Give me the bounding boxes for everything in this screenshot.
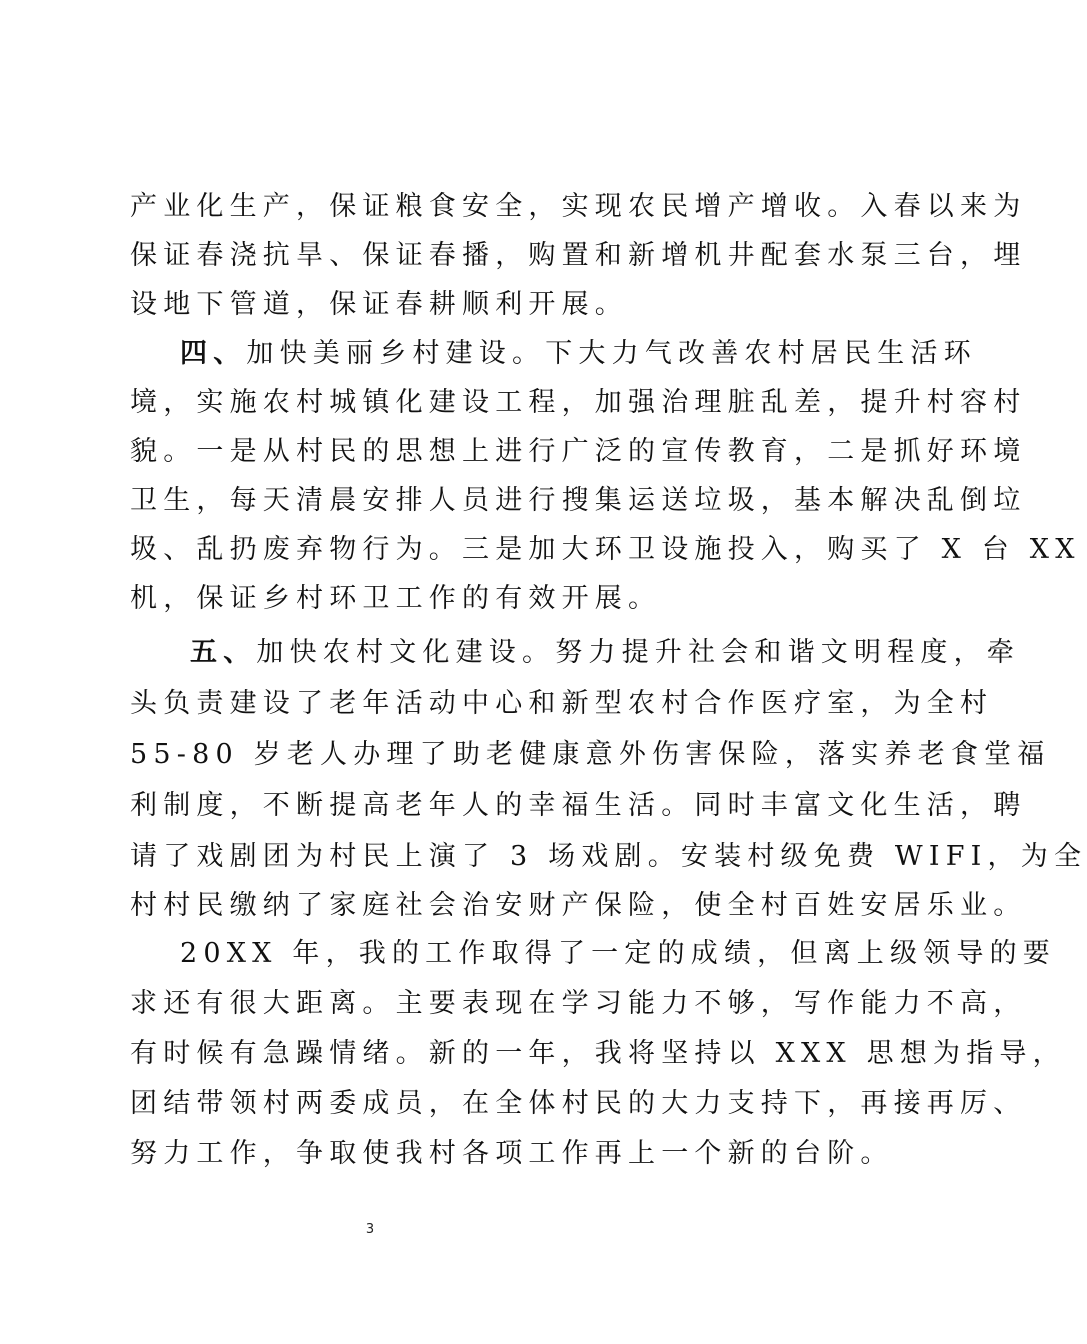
text-line: 貌。一是从村民的思想上进行广泛的宣传教育，二是抓好环境 xyxy=(130,436,1027,467)
text-line: 55-80 岁老人办理了助老健康意外伤害保险，落实养老食堂福 xyxy=(130,739,1051,770)
text-line: 机，保证乡村环卫工作的有效开展。 xyxy=(130,583,662,614)
text-line: 卫生，每天清晨安排人员进行搜集运送垃圾，基本解决乱倒垃 xyxy=(130,485,1027,516)
text-line: 保证春浇抗旱、保证春播，购置和新增机井配套水泵三台，埋 xyxy=(130,240,1027,271)
text-line: 有时候有急躁情绪。新的一年，我将坚持以 XXX 思想为指导， xyxy=(130,1038,1066,1069)
text-line: 产业化生产，保证粮食安全，实现农民增产增收。入春以来为 xyxy=(130,191,1027,222)
section-five-number: 五、 xyxy=(190,637,257,668)
text-line: 头负责建设了老年活动中心和新型农村合作医疗室，为全村 xyxy=(130,688,994,719)
text-line: 圾、乱扔废弃物行为。三是加大环卫设施投入，购买了 X 台 XX xyxy=(130,534,1081,565)
summary-first-line: 20XX 年，我的工作取得了一定的成绩，但离上级领导的要 xyxy=(180,938,1056,969)
text-line: 请了戏剧团为村民上演了 3 场戏剧。安装村级免费 WIFI，为全 xyxy=(130,841,1087,872)
section-four-number: 四、 xyxy=(180,338,247,369)
text-line: 境，实施农村城镇化建设工程，加强治理脏乱差，提升村容村 xyxy=(130,387,1027,418)
text-line: 村村民缴纳了家庭社会治安财产保险，使全村百姓安居乐业。 xyxy=(130,890,1027,921)
section-four-text: 加快美丽乡村建设。下大力气改善农村居民生活环 xyxy=(246,338,977,369)
text-line: 求还有很大距离。主要表现在学习能力不够，写作能力不高， xyxy=(130,988,1027,1019)
text-line: 设地下管道，保证春耕顺利开展。 xyxy=(130,289,628,320)
text-line: 团结带领村两委成员，在全体村民的大力支持下，再接再厉、 xyxy=(130,1088,1027,1119)
page-number: 3 xyxy=(365,1222,375,1237)
section-five-text: 加快农村文化建设。努力提升社会和谐文明程度，牵 xyxy=(256,637,1021,668)
text-line: 努力工作，争取使我村各项工作再上一个新的台阶。 xyxy=(130,1138,894,1169)
section-four-heading-line xyxy=(180,327,977,381)
section-five-heading-line xyxy=(190,626,1020,680)
text-line: 利制度，不断提高老年人的幸福生活。同时丰富文化生活，聘 xyxy=(130,790,1027,821)
